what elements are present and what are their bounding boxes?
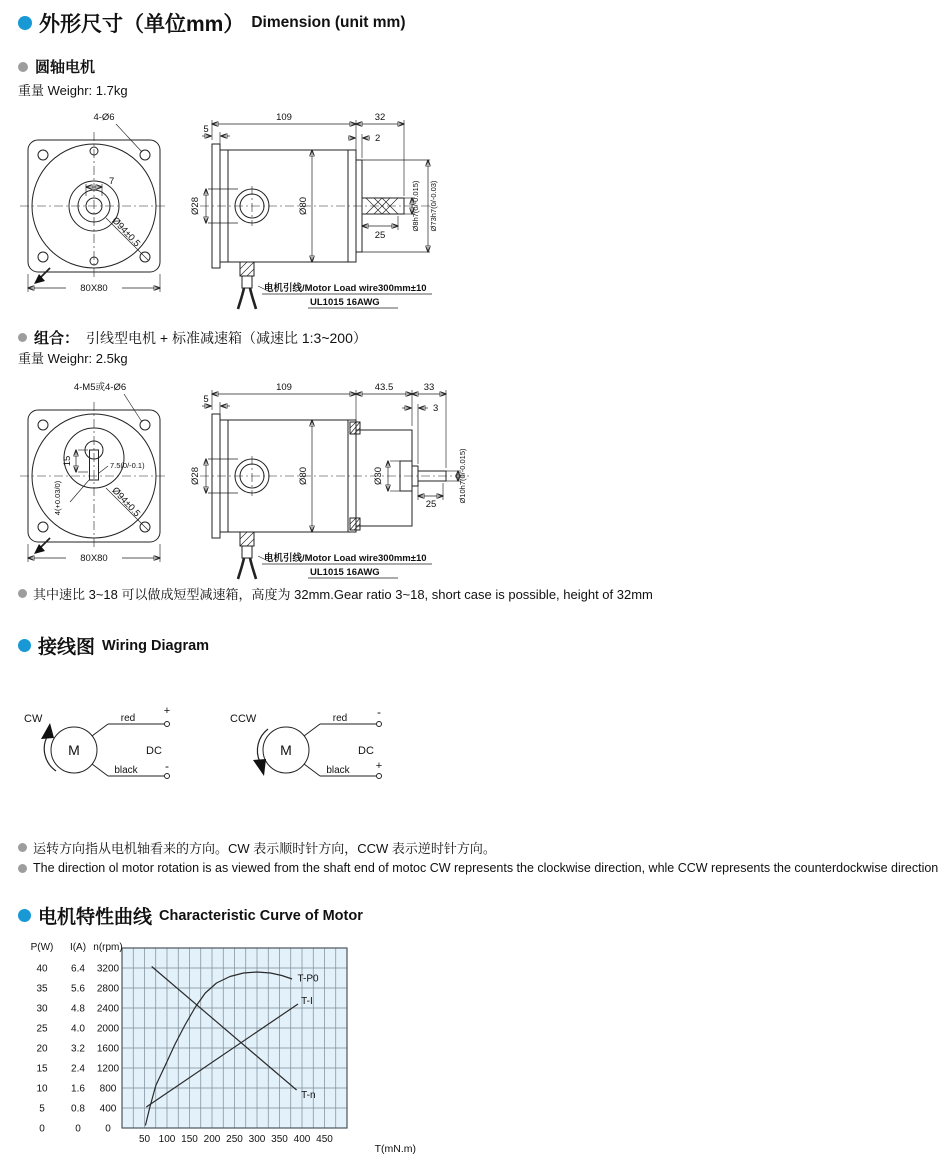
series-label-T-P0: T-P0 (297, 973, 319, 985)
side-shaft-flat-len-dim: 25 (374, 230, 386, 241)
axis-tick: 2.4 (71, 1063, 85, 1075)
axis-tick: 0 (75, 1123, 81, 1135)
wiring-title-en: Wiring Diagram (102, 637, 210, 654)
wiring-ccw (230, 705, 382, 779)
characteristic-curve-chart (12, 934, 422, 1154)
axis-tick: 0.8 (71, 1103, 85, 1115)
ccw-bottom-sign: + (375, 760, 383, 772)
wiring-section-header (18, 632, 209, 659)
rotation-note-cn (18, 838, 496, 857)
combo-wire-label-line1: 电机引线/Motor Load wire300mm±10 (264, 553, 427, 564)
curve-title-en: Characteristic Curve of Motor (159, 907, 363, 924)
ccw-label: CCW (230, 713, 257, 725)
axis-tick: 10 (36, 1083, 48, 1095)
side-flange-dim: 5 (203, 124, 209, 135)
ccw-motor-label: M (280, 742, 292, 758)
front-square-dim: 80X80 (80, 283, 108, 294)
combo-side-body-length-dim: 109 (276, 382, 292, 393)
side-shaft-dia-dim: Ø8h7(0/-0.015) (411, 180, 420, 232)
x-tick: 150 (181, 1134, 198, 1145)
axis-tick: 1.6 (71, 1083, 85, 1095)
note-bullet-icon (18, 589, 27, 598)
ccw-black-wire-label: black (326, 765, 350, 776)
ccw-supply-label: DC (358, 745, 374, 757)
axis-tick: 6.4 (71, 963, 85, 975)
axis-tick: 25 (36, 1023, 48, 1035)
wire-label-line2: UL1015 16AWG (310, 297, 380, 308)
side-boss-dia-dim: Ø28 (190, 197, 201, 215)
combo-side-body-dia-dim: Ø80 (298, 467, 309, 485)
gear-ratio-note-text: 其中速比 3~18 可以做成短型减速箱，高度为 32mm.Gear ratio 3~18, short case is possible, height of 32mm (33, 587, 653, 602)
combo-front-keyway-width-dim: 4(+0.03/0) (53, 480, 62, 516)
axis-tick: 2400 (96, 1003, 120, 1015)
combo-heading-rest: 引线型电机 + 标准减速箱（减速比 1:3~200） (86, 329, 367, 346)
combo-front-holes-label: 4-M5或4-Ø6 (73, 382, 127, 393)
rotation-note-en-text: The direction ol motor rotation is as viewed from the shaft end of motoc CW represents the clockwise direction, whle CCW represents the counterdockwise direction (33, 861, 939, 875)
section-bullet-icon (18, 639, 31, 652)
cw-rotation-arrow-icon (41, 723, 54, 739)
cw-red-wire-label: red (120, 713, 136, 724)
x-tick: 400 (293, 1134, 311, 1145)
wiring-diagram (12, 698, 392, 798)
section-bullet-icon (18, 909, 31, 922)
combo-side-flange-dim: 5 (203, 394, 209, 405)
axis-tick: 2000 (96, 1023, 120, 1035)
combo-side-step-dim: 3 (433, 403, 439, 414)
axis-tick: 5 (39, 1103, 45, 1115)
side-body-dia-dim: Ø80 (298, 197, 309, 215)
curve-section-header (18, 902, 363, 929)
axis-header-I(A): I(A) (69, 942, 87, 953)
x-tick: 250 (226, 1134, 243, 1145)
subsection-bullet-icon (18, 333, 27, 342)
side-step-dim: 2 (375, 133, 381, 144)
axis-tick: 4.8 (71, 1003, 85, 1015)
series-label-T-n: T-n (301, 1090, 316, 1101)
dimension-title-cn: 外形尺寸（单位mm） (39, 13, 245, 36)
combo-front-offset-dim: 15 (62, 455, 73, 467)
round-shaft-label: 圆轴电机 (35, 59, 96, 76)
axis-tick: 40 (36, 963, 48, 975)
combo-side-shaft-flat-len-dim: 25 (425, 499, 437, 510)
x-tick: 450 (316, 1134, 333, 1145)
dimension-title-en: Dimension (unit mm) (251, 14, 406, 31)
combo-side-boss-dia-dim: Ø28 (190, 467, 201, 485)
rotation-note-en (18, 861, 938, 875)
combo-front-square-dim: 80X80 (80, 553, 108, 564)
note-bullet-icon (18, 843, 27, 852)
cw-label: CW (24, 713, 43, 725)
side-body-length-dim: 109 (276, 112, 292, 123)
axis-tick: 35 (36, 983, 48, 995)
ccw-rotation-arrow-icon (253, 759, 266, 776)
x-tick: 300 (248, 1134, 266, 1145)
cw-top-sign: + (163, 705, 171, 717)
motor-side-view (190, 112, 438, 309)
axis-tick: 15 (36, 1063, 48, 1075)
dimension-section-header (18, 8, 406, 38)
combo-heading (18, 327, 367, 348)
cw-bottom-sign: - (165, 759, 169, 773)
cw-supply-label: DC (146, 745, 162, 757)
axis-header-n(rpm): n(rpm) (93, 942, 123, 953)
axis-tick: 4.0 (71, 1023, 85, 1035)
cw-black-wire-label: black (114, 765, 138, 776)
axis-tick: 400 (99, 1103, 117, 1115)
front-holes-label: 4-Ø6 (93, 112, 115, 123)
axis-tick: 1600 (96, 1043, 120, 1055)
x-tick: 350 (271, 1134, 288, 1145)
axis-tick: 30 (36, 1003, 48, 1015)
axis-tick: 5.6 (71, 983, 85, 995)
axis-tick: 0 (39, 1123, 45, 1135)
wiring-cw (24, 705, 170, 779)
combo-front-keyway-depth-dim: 7.5(0/-0.1) (110, 461, 145, 470)
combo-side-shaft-dia-dim: Ø10h7(0/-0.015) (458, 448, 467, 504)
x-axis-title: T(mN.m) (374, 1143, 416, 1154)
round-shaft-motor-drawing (12, 106, 442, 316)
curve-title-cn: 电机特性曲线 (38, 907, 153, 928)
combo-front-pilot-dia-dim: Ø94±0.5 (109, 485, 143, 520)
side-shaft-length-dim: 32 (374, 112, 386, 123)
axis-tick: 2800 (96, 983, 120, 995)
front-shaft-flat-dim: 7 (109, 176, 115, 187)
combo-side-gear-length-dim: 43.5 (374, 382, 394, 393)
x-tick: 50 (138, 1134, 151, 1145)
axis-header-P(W): P(W) (30, 942, 54, 953)
axis-tick: 3.2 (71, 1043, 85, 1055)
axis-tick: 1200 (96, 1063, 120, 1075)
front-pilot-dia-dim: Ø94±0.5 (109, 215, 143, 250)
x-tick: 200 (203, 1134, 221, 1145)
axis-tick: 0 (105, 1123, 111, 1135)
combo-weight: 重量 Weighr: 2.5kg (18, 351, 128, 366)
rotation-note-cn-text: 运转方向指从电机轴看来的方向。CW 表示顺时针方向，CCW 表示逆时针方向。 (33, 841, 496, 856)
wire-label-line1: 电机引线/Motor Load wire300mm±10 (264, 283, 427, 294)
combo-side-shaft-length-dim: 33 (423, 382, 435, 393)
combo-front-view (20, 381, 168, 564)
round-shaft-heading (18, 56, 95, 77)
gear-ratio-note (18, 584, 653, 603)
axis-tick: 20 (36, 1043, 48, 1055)
x-tick: 100 (158, 1134, 176, 1145)
section-bullet-icon (18, 16, 32, 30)
round-shaft-weight: 重量 Weighr: 1.7kg (18, 83, 128, 98)
series-label-T-I: T-I (301, 996, 313, 1007)
side-pilot-dia-dim: Ø73h7(0/-0.03) (429, 180, 438, 232)
ccw-top-sign: - (377, 705, 381, 719)
combo-side-out-boss-dia-dim: Ø30 (373, 467, 384, 485)
motor-front-view (20, 112, 168, 294)
cw-motor-label: M (68, 742, 80, 758)
wiring-title-cn: 接线图 (38, 637, 96, 658)
ccw-red-wire-label: red (332, 713, 348, 724)
combo-drawing (12, 376, 482, 591)
note-bullet-icon (18, 864, 27, 873)
axis-tick: 800 (99, 1083, 117, 1095)
combo-heading-prefix: 组合： (34, 330, 80, 347)
axis-tick: 3200 (96, 963, 120, 975)
combo-wire-label-line2: UL1015 16AWG (310, 567, 380, 578)
combo-side-view (190, 382, 472, 579)
subsection-bullet-icon (18, 62, 28, 72)
